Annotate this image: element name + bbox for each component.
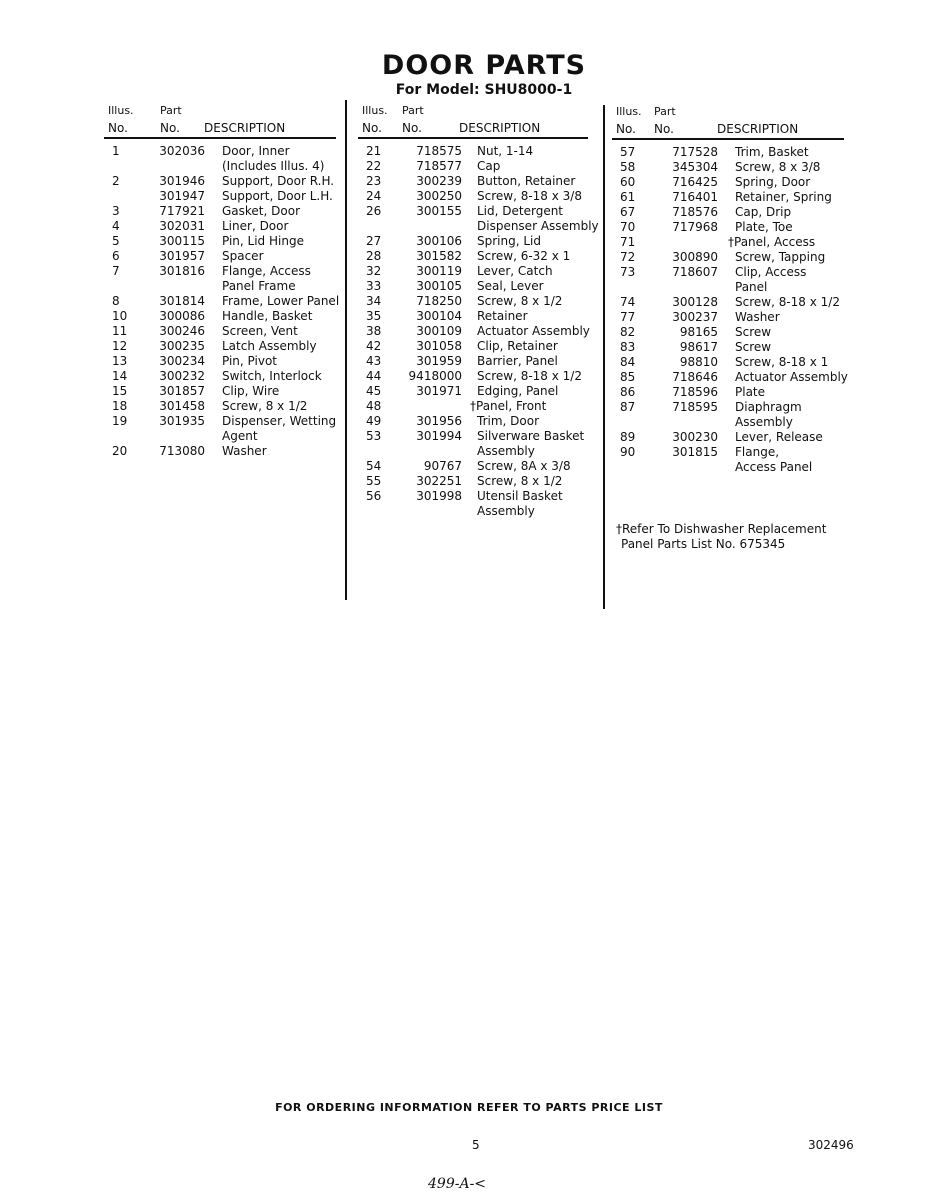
illus-number: 90	[620, 445, 636, 459]
illus-number: 82	[620, 325, 636, 339]
illus-number: 87	[620, 400, 636, 414]
part-number: 718577	[416, 159, 462, 173]
illus-number: 61	[620, 190, 636, 204]
header-illus-no: No.	[362, 121, 382, 135]
illus-number: 19	[112, 414, 128, 428]
part-number: 301957	[159, 249, 205, 263]
part-number: 301971	[416, 384, 462, 398]
part-number: 301998	[416, 489, 462, 503]
header-illus: Illus.	[362, 104, 388, 117]
part-description: Screw, 8A x 3/8	[477, 459, 571, 473]
part-number: 301994	[416, 429, 462, 443]
part-description: Spring, Door	[735, 175, 811, 189]
illus-number: 5	[112, 234, 120, 248]
illus-number: 89	[620, 430, 636, 444]
part-number: 718576	[672, 205, 718, 219]
part-description: Actuator Assembly	[477, 324, 590, 338]
part-description: Panel Frame	[222, 279, 296, 293]
part-description: Pin, Pivot	[222, 354, 277, 368]
header-description: DESCRIPTION	[717, 122, 799, 136]
header-part-no: No.	[160, 121, 180, 135]
illus-number: 56	[366, 489, 382, 503]
part-description: Screw, 8-18 x 1	[735, 355, 829, 369]
illus-number: 43	[366, 354, 382, 368]
part-description: Cap	[477, 159, 501, 173]
part-number: 98810	[679, 355, 718, 369]
illus-number: 83	[620, 340, 636, 354]
part-number: 716401	[672, 190, 718, 204]
page-title: DOOR PARTS	[381, 50, 587, 81]
part-description: Screw, 8-18 x 1/2	[735, 295, 840, 309]
part-number: 718575	[416, 144, 462, 158]
part-description: Seal, Lever	[477, 279, 544, 293]
part-description: Screw, Tapping	[735, 250, 826, 264]
part-description: Flange,	[735, 445, 780, 459]
part-number: 300239	[416, 174, 462, 188]
part-number: 300237	[672, 310, 718, 324]
header-rule	[104, 137, 336, 139]
illus-number: 20	[112, 444, 128, 458]
illus-number: 7	[112, 264, 120, 278]
part-number: 300104	[416, 309, 462, 323]
part-description: Clip, Retainer	[477, 339, 558, 353]
part-description: Silverware Basket	[477, 429, 585, 443]
part-description: Screw, 8-18 x 3/8	[477, 189, 582, 203]
part-description: Retainer	[477, 309, 528, 323]
part-number: 301582	[416, 249, 462, 263]
illus-number: 35	[366, 309, 382, 323]
part-description: Assembly	[735, 415, 793, 429]
part-description: Spacer	[222, 249, 264, 263]
part-description: Barrier, Panel	[477, 354, 558, 368]
illus-number: 84	[620, 355, 636, 369]
part-description: Frame, Lower Panel	[222, 294, 340, 308]
illus-number: 44	[366, 369, 382, 383]
part-description: Lever, Catch	[477, 264, 553, 278]
part-description: Gasket, Door	[222, 204, 300, 218]
header-part: Part	[654, 105, 676, 118]
part-description: Assembly	[477, 504, 535, 518]
part-number: 718250	[416, 294, 462, 308]
illus-number: 60	[620, 175, 636, 189]
document-number: 302496	[808, 1138, 854, 1152]
illus-number: 3	[112, 204, 120, 218]
part-number: 301815	[672, 445, 718, 459]
part-number: 300890	[672, 250, 718, 264]
part-number: 301816	[159, 264, 205, 278]
illus-number: 23	[366, 174, 382, 188]
part-number: 300086	[159, 309, 205, 323]
column-divider	[345, 100, 347, 600]
column-divider	[603, 105, 605, 609]
part-number: 300230	[672, 430, 718, 444]
part-description: Spring, Lid	[477, 234, 541, 248]
illus-number: 33	[366, 279, 382, 293]
illus-number: 22	[366, 159, 382, 173]
part-description: Plate, Toe	[735, 220, 793, 234]
part-number: 98617	[679, 340, 718, 354]
part-number: 717528	[672, 145, 718, 159]
illus-number: 57	[620, 145, 636, 159]
illus-number: 53	[366, 429, 382, 443]
part-description: Washer	[222, 444, 267, 458]
page-number: 5	[472, 1138, 480, 1152]
part-number: 302251	[416, 474, 462, 488]
header-part-no: No.	[402, 121, 422, 135]
part-description: Retainer, Spring	[735, 190, 832, 204]
header-illus: Illus.	[108, 104, 134, 117]
part-description: Clip, Access	[735, 265, 807, 279]
part-number: 301947	[159, 189, 205, 203]
part-description: (Includes Illus. 4)	[222, 159, 325, 173]
illus-number: 12	[112, 339, 128, 353]
part-number: 301959	[416, 354, 462, 368]
handwritten-mark: 499-A-<	[428, 1176, 487, 1192]
header-description: DESCRIPTION	[204, 121, 286, 135]
part-description: Latch Assembly	[222, 339, 317, 353]
part-description: Screw	[735, 340, 772, 354]
part-description: Washer	[735, 310, 780, 324]
part-number: 301814	[159, 294, 205, 308]
illus-number: 70	[620, 220, 636, 234]
part-description: Trim, Door	[477, 414, 540, 428]
part-description: Support, Door L.H.	[222, 189, 333, 203]
part-description: Screw, 8-18 x 1/2	[477, 369, 582, 383]
part-description: Panel	[735, 280, 768, 294]
part-description: Screen, Vent	[222, 324, 298, 338]
illus-number: 71	[620, 235, 636, 249]
illus-number: 27	[366, 234, 382, 248]
part-number: 300106	[416, 234, 462, 248]
part-number: 300115	[159, 234, 205, 248]
part-number: 301946	[159, 174, 205, 188]
illus-number: 55	[366, 474, 382, 488]
illus-number: 4	[112, 219, 120, 233]
part-number: 345304	[672, 160, 718, 174]
part-number: 302036	[159, 144, 205, 158]
part-description: Handle, Basket	[222, 309, 313, 323]
illus-number: 48	[366, 399, 382, 413]
part-description: Dispenser, Wetting	[222, 414, 337, 428]
part-number: 713080	[159, 444, 205, 458]
part-description: Screw, 8 x 1/2	[222, 399, 308, 413]
part-number: 302031	[159, 219, 205, 233]
part-number: 300250	[416, 189, 462, 203]
header-part: Part	[402, 104, 424, 117]
part-number: 718595	[672, 400, 718, 414]
illus-number: 45	[366, 384, 382, 398]
footnote-line: Panel Parts List No. 675345	[621, 537, 786, 551]
illus-number: 73	[620, 265, 636, 279]
illus-number: 15	[112, 384, 128, 398]
header-illus-no: No.	[616, 122, 636, 136]
part-description: Dispenser Assembly	[477, 219, 599, 233]
part-description: Lever, Release	[735, 430, 823, 444]
part-description: Agent	[222, 429, 258, 443]
header-illus: Illus.	[616, 105, 642, 118]
part-description: Switch, Interlock	[222, 369, 322, 383]
illus-number: 49	[366, 414, 382, 428]
part-description: Screw, 8 x 1/2	[477, 474, 563, 488]
part-number: 718646	[672, 370, 718, 384]
header-illus-no: No.	[108, 121, 128, 135]
footnote	[616, 522, 826, 552]
part-number: 716425	[672, 175, 718, 189]
part-number: 98165	[679, 325, 718, 339]
part-number: 301458	[159, 399, 205, 413]
part-description: Plate	[735, 385, 766, 399]
part-description: Flange, Access	[222, 264, 311, 278]
part-description: Screw, 8 x 3/8	[735, 160, 821, 174]
illus-number: 54	[366, 459, 382, 473]
header-part: Part	[160, 104, 182, 117]
part-number: 301857	[159, 384, 205, 398]
part-description: Door, Inner	[222, 144, 290, 158]
part-description: Nut, 1-14	[477, 144, 534, 158]
illus-number: 72	[620, 250, 636, 264]
part-number: 718607	[672, 265, 718, 279]
part-number: 300246	[159, 324, 205, 338]
part-description: Trim, Basket	[735, 145, 809, 159]
illus-number: 2	[112, 174, 120, 188]
illus-number: 8	[112, 294, 120, 308]
illus-number: 85	[620, 370, 636, 384]
part-description: Edging, Panel	[477, 384, 559, 398]
part-description: Actuator Assembly	[735, 370, 848, 384]
illus-number: 32	[366, 264, 382, 278]
part-number: 90767	[423, 459, 462, 473]
footnote-line: †Refer To Dishwasher Replacement	[616, 522, 827, 536]
illus-number: 6	[112, 249, 120, 263]
part-description: Screw	[735, 325, 772, 339]
part-description: Support, Door R.H.	[222, 174, 335, 188]
part-description: Diaphragm	[735, 400, 802, 414]
ordering-info: FOR ORDERING INFORMATION REFER TO PARTS PRICE LIST	[275, 1101, 663, 1114]
header-rule	[358, 137, 588, 139]
part-number: 301956	[416, 414, 462, 428]
illus-number: 21	[366, 144, 382, 158]
illus-number: 86	[620, 385, 636, 399]
illus-number: 74	[620, 295, 636, 309]
illus-number: 77	[620, 310, 636, 324]
part-number: 300235	[159, 339, 205, 353]
part-number: 718596	[672, 385, 718, 399]
part-description: Lid, Detergent	[477, 204, 564, 218]
part-description: Cap, Drip	[735, 205, 792, 219]
part-number: 300109	[416, 324, 462, 338]
part-description: Clip, Wire	[222, 384, 280, 398]
illus-number: 10	[112, 309, 128, 323]
part-number: 717921	[159, 204, 205, 218]
illus-number: 13	[112, 354, 128, 368]
illus-number: 18	[112, 399, 128, 413]
illus-number: 38	[366, 324, 382, 338]
header-description: DESCRIPTION	[459, 121, 541, 135]
illus-number: 26	[366, 204, 382, 218]
illus-number: 42	[366, 339, 382, 353]
part-description: Utensil Basket	[477, 489, 563, 503]
part-description: †Panel, Access	[728, 235, 816, 249]
illus-number: 11	[112, 324, 128, 338]
illus-number: 24	[366, 189, 382, 203]
part-number: 300155	[416, 204, 462, 218]
part-description: Screw, 6-32 x 1	[477, 249, 571, 263]
part-number: 301935	[159, 414, 205, 428]
part-number: 300105	[416, 279, 462, 293]
part-description: Screw, 8 x 1/2	[477, 294, 563, 308]
header-part-no: No.	[654, 122, 674, 136]
part-number: 300232	[159, 369, 205, 383]
part-number: 9418000	[408, 369, 462, 383]
part-description: Assembly	[477, 444, 535, 458]
illus-number: 67	[620, 205, 636, 219]
header-rule	[612, 138, 844, 140]
part-description: Pin, Lid Hinge	[222, 234, 304, 248]
part-description: Access Panel	[735, 460, 813, 474]
part-description: †Panel, Front	[470, 399, 547, 413]
model-subtitle: For Model: SHU8000-1	[395, 82, 573, 98]
part-description: Liner, Door	[222, 219, 289, 233]
illus-number: 34	[366, 294, 382, 308]
part-number: 717968	[672, 220, 718, 234]
part-number: 301058	[416, 339, 462, 353]
illus-number: 14	[112, 369, 128, 383]
part-description: Button, Retainer	[477, 174, 576, 188]
illus-number: 28	[366, 249, 382, 263]
part-number: 300119	[416, 264, 462, 278]
part-number: 300234	[159, 354, 205, 368]
part-number: 300128	[672, 295, 718, 309]
illus-number: 1	[112, 144, 120, 158]
illus-number: 58	[620, 160, 636, 174]
